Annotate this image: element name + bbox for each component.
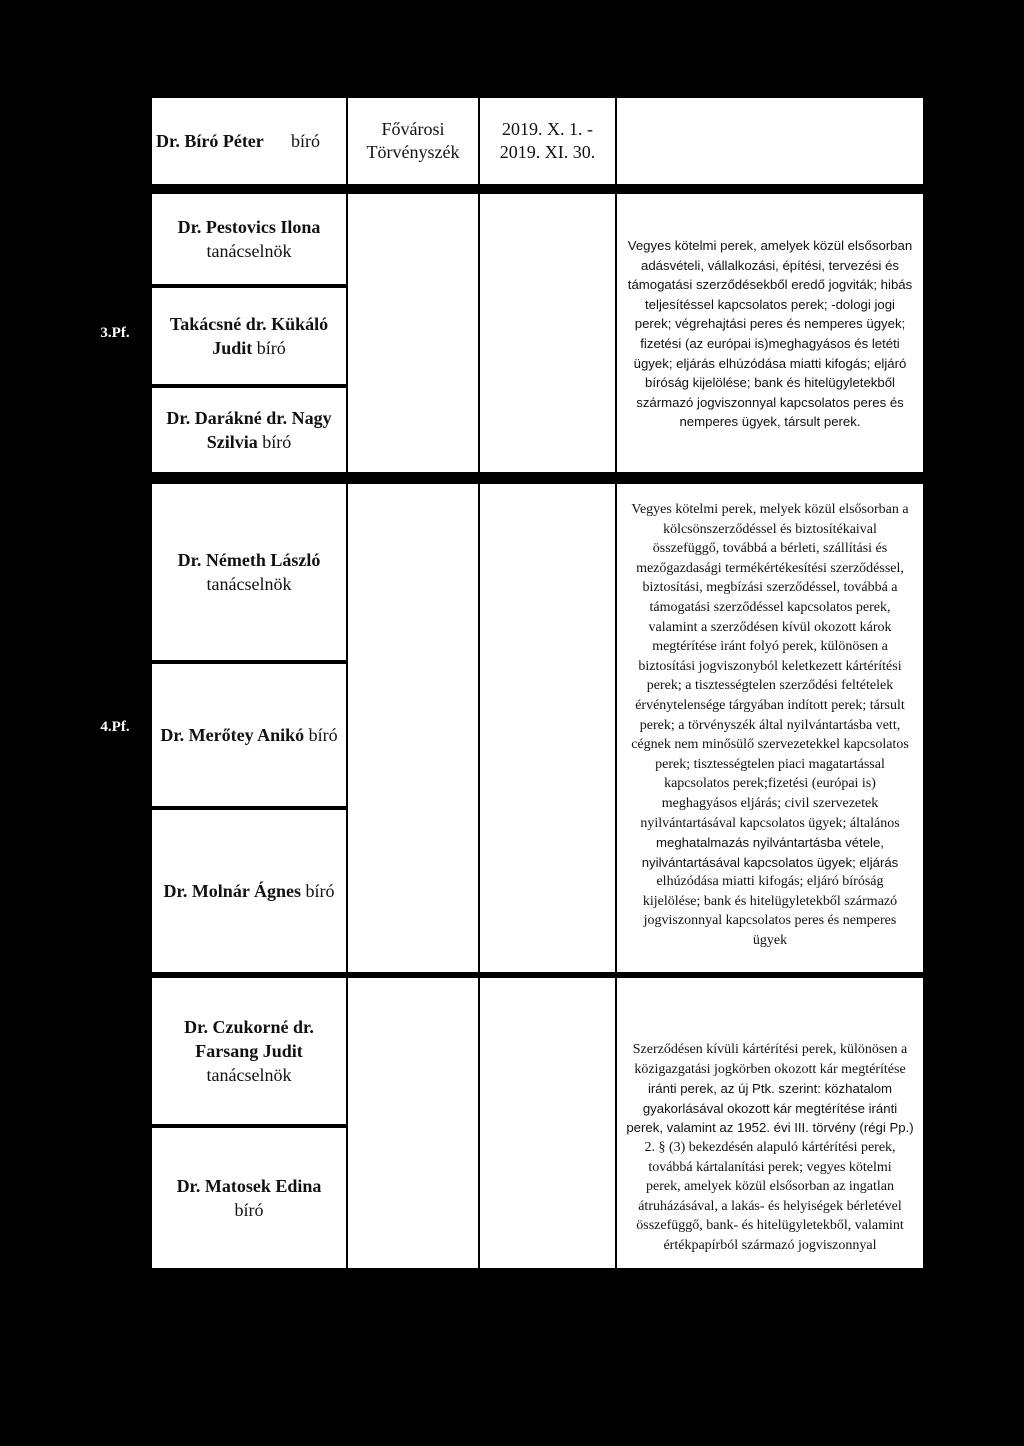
desc-line: érvénytelensége tárgyában indított perek; társult [635, 697, 905, 713]
member-role: bíró [305, 881, 335, 901]
desc-line: perek; végrehajtási peres és nemperes ügyek; [634, 316, 906, 332]
council-5-member-1 [152, 978, 346, 1124]
member-role: tanácselnök [206, 1065, 292, 1085]
council-3-member-2 [152, 288, 346, 384]
desc-line: ügyek [752, 933, 788, 949]
member-name: Dr. Matosek Edina [176, 1176, 322, 1196]
desc-line: biztosítási jogviszonyból keletkezett kártérítési [638, 658, 902, 674]
council-5-member-2 [152, 1128, 346, 1268]
header-period-line2: 2019. XI. 30. [499, 142, 596, 162]
desc-line: 2. § (3) bekezdésén alapuló kártérítési perek, [644, 1139, 896, 1155]
desc-line: kölcsönszerződéssel és biztosítékaival [663, 521, 877, 537]
desc-line: Vegyes kötelmi perek, melyek közül elsősorban a [631, 502, 909, 517]
council-4-label: 4.Pf. [100, 718, 130, 735]
member-name: Dr. Németh László [177, 550, 321, 570]
member-name-cont: Szilvia [206, 432, 258, 452]
council-5-col-period [480, 978, 615, 1268]
desc-line: teljesítéssel kapcsolatos perek; -dologi jogi [645, 296, 895, 312]
member-name: Dr. Molnár Ágnes [163, 881, 301, 901]
council-4-member-1 [152, 484, 346, 660]
desc-line: valamint a szerződésen kívül okozott károk [648, 619, 892, 635]
member-role: tanácselnök [206, 241, 292, 261]
desc-line: összefüggő, továbbá a bérleti, szállítási és [652, 541, 888, 557]
desc-line: összefüggő, bank- és hitelügyletekből, valamint [636, 1218, 904, 1234]
desc-line: nyilvántartásával kapcsolatos ügyek; eljárás [641, 854, 899, 870]
desc-line: ügyek; eljárás elhúzódása miatti kifogás; eljáró [633, 355, 907, 371]
council-3-col-period [480, 194, 615, 472]
member-name: Dr. Merőtey Anikó [160, 725, 305, 745]
desc-line: cégnek nem minősülő szervezetekkel kapcsolatos [631, 737, 909, 753]
member-name-cont: Judit [212, 338, 253, 358]
desc-line: kapcsolatos perek;fizetési (európai is) [664, 776, 876, 792]
member-name: Dr. Czukorné dr. [184, 1017, 314, 1037]
desc-line: biztosítási, megbízási szerződéssel, továbbá a [642, 580, 898, 596]
desc-line: perek; tisztességtelen piaci magatartással [655, 756, 885, 772]
member-name-cont: Farsang Judit [195, 1041, 303, 1061]
member-role: tanácselnök [206, 574, 292, 594]
desc-line: származó jogviszonnyal kapcsolatos peres és [636, 394, 904, 410]
council-4-description [617, 484, 923, 972]
desc-line: perek; a tisztességtelen szerződési feltételek [646, 678, 894, 694]
desc-line: támogatási szerződéssel kapcsolatos perek, [649, 599, 891, 615]
desc-line: nemperes ügyek, társult perek. [679, 414, 861, 430]
council-3-label: 3.Pf. [100, 324, 130, 341]
desc-line: adásvételi, vállalkozási, építési, tervezési és [640, 257, 899, 273]
member-name: Dr. Darákné dr. Nagy [166, 408, 332, 428]
desc-line: továbbá kártalanítási perek; vegyes kötelmi [648, 1159, 892, 1175]
desc-line: megtérítése iránt folyó perek, különösen a [652, 639, 888, 655]
desc-line: gyakorlásával okozott kár megtérítése iránti [642, 1100, 898, 1116]
member-role: bíró [262, 432, 292, 452]
desc-line: mezőgazdasági termékértékesítési szerződéssel, [636, 560, 904, 576]
header-name: Dr. Bíró Péter [156, 131, 264, 151]
header-name-cell [152, 98, 346, 184]
council-4-col-court [348, 484, 478, 972]
desc-line: kijelölése; bank és hitelügyletekből származó [642, 893, 898, 909]
member-role: bíró [256, 338, 286, 358]
council-4-member-2 [152, 664, 346, 806]
header-court-line2: Törvényszék [366, 142, 460, 162]
desc-line: elhúzódása miatti kifogás; eljáró bíróság [656, 874, 884, 890]
member-name: Takácsné dr. Kükáló [169, 314, 329, 334]
member-role: bíró [234, 1200, 264, 1220]
council-4-member-3 [152, 810, 346, 972]
header-court-cell [348, 98, 478, 184]
desc-line: meghagyásos eljárás; civil szervezetek [661, 795, 879, 811]
council-3-description [617, 194, 923, 472]
desc-line: perek, valamint az 1952. évi III. törvény (régi Pp.) [626, 1120, 914, 1136]
header-period-line1: 2019. X. 1. - [502, 119, 593, 139]
desc-line: közigazgatási jogkörben okozott kár megtérítése [634, 1061, 906, 1077]
desc-line: bíróság kijelölése; bank és hitelügyletekből [645, 375, 895, 391]
desc-line: meghatalmazás nyilvántartásba vétele, [656, 835, 884, 851]
header-role: bíró [291, 131, 320, 151]
council-5-description [617, 978, 923, 1268]
desc-line: fizetési (az európai is)meghagyásos és letéti [640, 335, 900, 351]
desc-line: jogviszonnyal kapcsolatos peres és nemperes [643, 913, 897, 929]
header-court-line1: Fővárosi [381, 119, 445, 139]
desc-line: átruházásával, a lakás- és helyiségek bérletével [638, 1198, 902, 1214]
desc-line: perek, amelyek közül elsősorban az ingatlan [645, 1179, 894, 1195]
desc-line: Szerződésen kívüli kártérítési perek, különösen a [632, 1042, 908, 1057]
header-row [0, 0, 1024, 190]
desc-line: értékpapírból származó jogviszonnyal [663, 1237, 877, 1253]
desc-line: perek; a törvényszék által nyilvántartásba vett, [639, 717, 901, 733]
header-period-cell [480, 98, 615, 184]
council-3-col-court [348, 194, 478, 472]
council-3-member-1 [152, 194, 346, 284]
member-role: bíró [308, 725, 338, 745]
header-empty-cell [617, 98, 923, 184]
desc-line: Vegyes kötelmi perek, amelyek közül elsősorban [627, 238, 913, 253]
council-5-col-court [348, 978, 478, 1268]
council-4-col-period [480, 484, 615, 972]
desc-line: iránti perek, az új Ptk. szerint: közhatalom [647, 1081, 893, 1097]
desc-line: támogatási szerződésekből eredő jogviták; hibás [627, 277, 913, 293]
desc-line: nyilvántartásával kapcsolatos ügyek; általános [640, 815, 900, 831]
member-name: Dr. Pestovics Ilona [177, 217, 321, 237]
council-3-member-3 [152, 388, 346, 472]
